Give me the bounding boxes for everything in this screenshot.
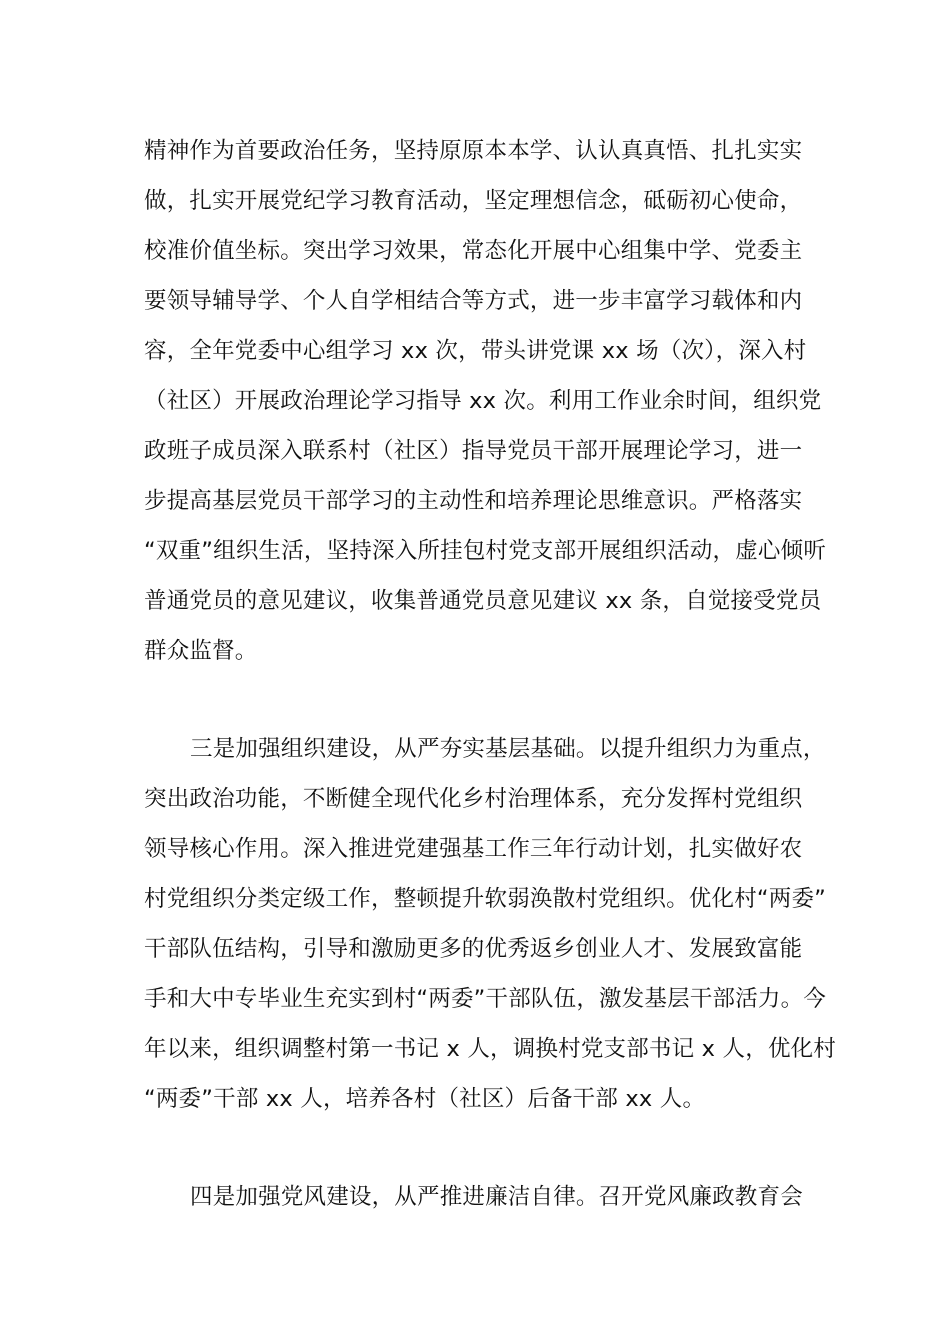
- text-line: 做，扎实开展党纪学习教育活动，坚定理想信念，砥砺初心使命，: [144, 188, 803, 214]
- text-line: 村党组织分类定级工作，整顿提升软弱涣散村党组织。优化村“两委”: [144, 886, 827, 912]
- text-line: 政班子成员深入联系村（社区）指导党员干部开展理论学习，进一: [144, 438, 803, 464]
- text-line: 精神作为首要政治任务，坚持原原本本学、认认真真悟、扎扎实实: [144, 138, 803, 164]
- text-line: 群众监督。: [144, 638, 258, 664]
- text-line: 普通党员的意见建议，收集普通党员意见建议 xx 条，自觉接受党员: [144, 588, 822, 614]
- text-line: 步提高基层党员干部学习的主动性和培养理论思维意识。严格落实: [144, 488, 803, 514]
- text-line: 领导核心作用。深入推进党建强基工作三年行动计划，扎实做好农: [144, 836, 803, 862]
- text-line: 年以来，组织调整村第一书记 x 人，调换村党支部书记 x 人，优化村: [144, 1036, 837, 1062]
- text-line: “双重”组织生活，坚持深入所挂包村党支部开展组织活动，虚心倾听: [144, 538, 827, 564]
- text-line: （社区）开展政治理论学习指导 xx 次。利用工作业余时间，组织党: [144, 388, 822, 414]
- text-line: 干部队伍结构，引导和激励更多的优秀返乡创业人才、发展致富能: [144, 936, 803, 962]
- text-line: 校准价值坐标。突出学习效果，常态化开展中心组集中学、党委主: [144, 238, 803, 264]
- text-line: 容，全年党委中心组学习 xx 次，带头讲党课 xx 场（次），深入村: [144, 338, 807, 364]
- text-line: 突出政治功能，不断健全现代化乡村治理体系，充分发挥村党组织: [144, 786, 803, 812]
- text-line: “两委”干部 xx 人，培养各村（社区）后备干部 xx 人。: [144, 1086, 706, 1112]
- text-line: 要领导辅导学、个人自学相结合等方式，进一步丰富学习载体和内: [144, 288, 803, 314]
- text-line: 手和大中专毕业生充实到村“两委”干部队伍，激发基层干部活力。今: [144, 986, 827, 1012]
- text-line: 三是加强组织建设，从严夯实基层基础。以提升组织力为重点，: [190, 736, 826, 762]
- text-line: 四是加强党风建设，从严推进廉洁自律。召开党风廉政教育会: [190, 1184, 803, 1210]
